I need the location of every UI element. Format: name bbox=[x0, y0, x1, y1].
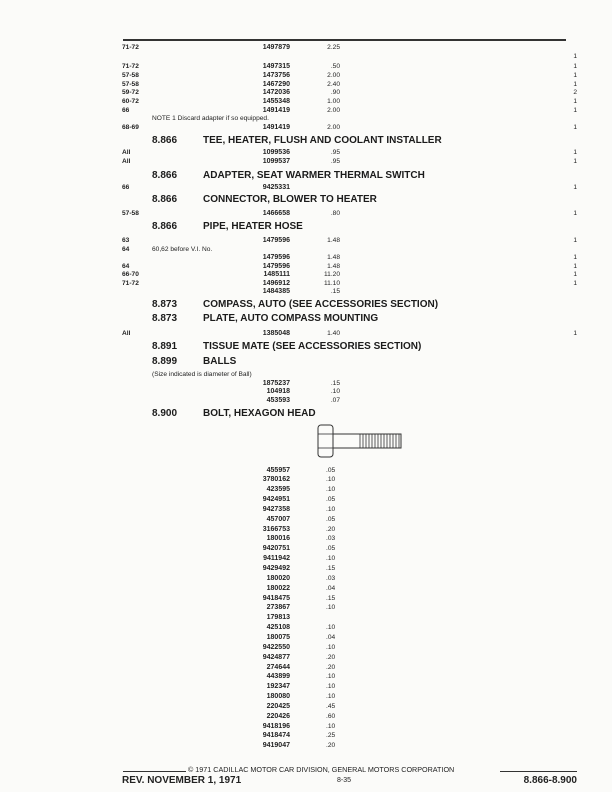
part-number: 273867 bbox=[266, 604, 290, 612]
part-row bbox=[0, 236, 612, 245]
bolt-row bbox=[0, 574, 612, 583]
note-row bbox=[0, 114, 612, 123]
group-number: 8.866 bbox=[152, 194, 178, 205]
quantity: 1 bbox=[573, 80, 577, 88]
part-number: 443899 bbox=[266, 673, 290, 681]
part-number: 180020 bbox=[266, 574, 290, 582]
part-number: 1496912 bbox=[262, 279, 290, 287]
bolt-row bbox=[0, 653, 612, 662]
model-year: 68-69 bbox=[122, 123, 139, 131]
note-text: (Size indicated is diameter of Ball) bbox=[152, 370, 252, 378]
part-number: 9429492 bbox=[262, 565, 290, 572]
price: 2.00 bbox=[327, 123, 340, 131]
part-number: 9427358 bbox=[262, 505, 290, 513]
price: .10 bbox=[326, 643, 336, 651]
bolt-row bbox=[0, 603, 612, 612]
price: .10 bbox=[326, 604, 336, 612]
part-number: 192347 bbox=[266, 683, 290, 691]
price: .05 bbox=[326, 515, 336, 523]
part-row bbox=[0, 71, 612, 80]
part-number: 455957 bbox=[266, 466, 290, 474]
bolt-row bbox=[0, 505, 612, 514]
price: .15 bbox=[330, 287, 340, 295]
bolt-row bbox=[0, 594, 612, 603]
price: .90 bbox=[330, 88, 340, 96]
price: 1.00 bbox=[327, 97, 340, 105]
price: .15 bbox=[326, 565, 336, 572]
part-row bbox=[0, 396, 612, 405]
bolt-row bbox=[0, 692, 612, 701]
part-number: 220425 bbox=[266, 702, 290, 710]
part-number: 1479596 bbox=[262, 236, 290, 244]
model-year: 60-72 bbox=[122, 97, 139, 105]
model-year: 57-58 bbox=[122, 80, 139, 88]
quantity: 1 bbox=[573, 270, 577, 278]
footer-rule-right bbox=[500, 771, 577, 772]
model-year: 57-58 bbox=[122, 71, 139, 79]
bolt-row bbox=[0, 515, 612, 524]
price: .05 bbox=[326, 466, 336, 474]
bolt-row bbox=[0, 702, 612, 711]
section-title: COMPASS, AUTO (SEE ACCESSORIES SECTION) bbox=[203, 299, 439, 310]
model-year: 66 bbox=[122, 183, 130, 191]
quantity: 1 bbox=[573, 148, 577, 156]
bolt-row bbox=[0, 672, 612, 681]
part-number: 180022 bbox=[266, 584, 290, 592]
bolt-row bbox=[0, 722, 612, 731]
bolt-row bbox=[0, 712, 612, 721]
part-number: 1472036 bbox=[262, 88, 290, 96]
bolt-row bbox=[0, 643, 612, 652]
model-series: 60,62 before V.I. No. bbox=[152, 245, 213, 253]
part-number: 1467290 bbox=[262, 80, 290, 88]
bolt-row bbox=[0, 466, 612, 475]
part-number: 1466658 bbox=[262, 209, 290, 217]
part-number: 3166753 bbox=[262, 525, 290, 533]
part-number: 179813 bbox=[266, 614, 290, 622]
note-text: NOTE 1 Discard adapter if so equipped. bbox=[152, 114, 269, 122]
price: .03 bbox=[326, 574, 336, 582]
price: 2.40 bbox=[327, 80, 340, 88]
quantity: 1 bbox=[573, 262, 577, 270]
part-row bbox=[0, 287, 612, 296]
price: .05 bbox=[326, 496, 336, 504]
section-title: BALLS bbox=[203, 356, 237, 367]
model-year: 64 bbox=[122, 262, 130, 270]
price: .05 bbox=[326, 545, 336, 553]
page-number: 8-35 bbox=[337, 777, 352, 784]
model-year: 71-72 bbox=[122, 279, 139, 287]
price: .10 bbox=[326, 673, 336, 681]
part-number: 9424877 bbox=[262, 653, 290, 661]
part-number: 180075 bbox=[266, 633, 290, 641]
part-row bbox=[0, 123, 612, 132]
price: .10 bbox=[326, 476, 336, 484]
part-number: 1099536 bbox=[262, 148, 290, 156]
price: .04 bbox=[326, 584, 336, 592]
section-title: TEE, HEATER, FLUSH AND COOLANT INSTALLER bbox=[203, 135, 442, 146]
price: .80 bbox=[330, 209, 340, 217]
part-row bbox=[0, 183, 612, 192]
price: .03 bbox=[326, 535, 336, 543]
price: .10 bbox=[326, 722, 336, 730]
bolt-row bbox=[0, 584, 612, 593]
part-row bbox=[0, 209, 612, 218]
note-row bbox=[0, 52, 612, 61]
price: .04 bbox=[326, 633, 336, 641]
price: 1.48 bbox=[327, 262, 340, 270]
part-number: 9424951 bbox=[262, 496, 290, 504]
group-number: 8.900 bbox=[152, 408, 178, 419]
bolt-row bbox=[0, 525, 612, 534]
model-year: All bbox=[122, 148, 131, 156]
model-year: 59-72 bbox=[122, 88, 139, 96]
bolt-row bbox=[0, 534, 612, 543]
model-year: All bbox=[122, 157, 131, 165]
price: .10 bbox=[330, 387, 340, 395]
part-row bbox=[0, 157, 612, 166]
price: .20 bbox=[326, 663, 336, 671]
price: 2.00 bbox=[327, 106, 340, 114]
price: .95 bbox=[330, 157, 340, 165]
price: .10 bbox=[326, 624, 336, 632]
section-title: CONNECTOR, BLOWER TO HEATER bbox=[203, 194, 377, 205]
part-number: 9425331 bbox=[262, 183, 290, 191]
quantity: 1 bbox=[573, 157, 577, 165]
price: .10 bbox=[326, 693, 336, 701]
quantity: 1 bbox=[573, 52, 577, 60]
hex-bolt-illustration bbox=[310, 422, 410, 462]
model-year: 57-58 bbox=[122, 209, 139, 217]
group-number: 8.866 bbox=[152, 221, 178, 232]
part-number: 1497879 bbox=[262, 43, 290, 51]
part-number: 453593 bbox=[266, 396, 290, 404]
part-number: 180016 bbox=[266, 535, 290, 543]
bolt-row bbox=[0, 731, 612, 740]
model-year: 71-72 bbox=[122, 62, 139, 70]
part-number: 9419047 bbox=[262, 742, 290, 750]
part-number: 425108 bbox=[266, 624, 290, 632]
part-number: 1491419 bbox=[262, 106, 290, 114]
part-number: 274644 bbox=[266, 663, 290, 671]
part-number: 1491419 bbox=[262, 123, 290, 131]
part-number: 1485111 bbox=[263, 270, 290, 278]
price: 11.20 bbox=[323, 270, 340, 278]
part-number: 1479596 bbox=[262, 262, 290, 270]
part-number: 457007 bbox=[266, 515, 290, 523]
part-number: 1473756 bbox=[262, 71, 290, 79]
quantity: 1 bbox=[573, 236, 577, 244]
bolt-row bbox=[0, 682, 612, 691]
section-title: PLATE, AUTO COMPASS MOUNTING bbox=[203, 313, 379, 324]
quantity: 1 bbox=[573, 97, 577, 105]
group-number: 8.866 bbox=[152, 135, 178, 146]
part-number: 9418475 bbox=[262, 594, 290, 602]
model-year: 66 bbox=[122, 106, 130, 114]
price: .15 bbox=[326, 594, 336, 602]
group-range: 8.866-8.900 bbox=[523, 775, 577, 786]
quantity: 1 bbox=[573, 209, 577, 217]
section-title: BOLT, HEXAGON HEAD bbox=[203, 408, 316, 419]
bolt-row bbox=[0, 564, 612, 573]
part-row bbox=[0, 97, 612, 106]
part-number: 1099537 bbox=[262, 157, 290, 165]
part-number: 220426 bbox=[266, 712, 290, 720]
price: 1.48 bbox=[327, 236, 340, 244]
part-number: 1385048 bbox=[262, 329, 290, 337]
part-number: 104918 bbox=[266, 387, 290, 395]
price: .07 bbox=[330, 396, 340, 404]
price: .10 bbox=[326, 486, 336, 494]
price: .20 bbox=[326, 742, 336, 750]
price: .15 bbox=[330, 379, 340, 387]
bolt-row bbox=[0, 485, 612, 494]
top-rule bbox=[123, 39, 566, 41]
quantity: 1 bbox=[573, 71, 577, 79]
part-row bbox=[0, 62, 612, 71]
bolt-row bbox=[0, 633, 612, 642]
group-number: 8.873 bbox=[152, 299, 178, 310]
part-row bbox=[0, 43, 612, 52]
part-number: 423595 bbox=[266, 486, 290, 494]
bolt-row bbox=[0, 623, 612, 632]
model-year: 71-72 bbox=[122, 43, 139, 51]
price: .60 bbox=[326, 712, 336, 720]
part-row bbox=[0, 148, 612, 157]
part-number: 1497315 bbox=[262, 62, 290, 70]
price: .10 bbox=[326, 555, 336, 563]
part-row bbox=[0, 253, 612, 262]
part-number: 9418474 bbox=[262, 732, 290, 740]
part-number: 9411942 bbox=[263, 555, 290, 563]
quantity: 1 bbox=[573, 62, 577, 70]
bolt-row bbox=[0, 495, 612, 504]
bolt-row bbox=[0, 613, 612, 622]
bolt-row bbox=[0, 741, 612, 750]
model-year: 64 bbox=[122, 245, 130, 253]
price: .20 bbox=[326, 525, 336, 533]
section-title: ADAPTER, SEAT WARMER THERMAL SWITCH bbox=[203, 170, 425, 181]
section-title: PIPE, HEATER HOSE bbox=[203, 221, 303, 232]
quantity: 1 bbox=[573, 329, 577, 337]
price: .95 bbox=[330, 148, 340, 156]
part-row bbox=[0, 329, 612, 338]
part-number: 9422550 bbox=[262, 643, 290, 651]
quantity: 1 bbox=[573, 279, 577, 287]
footer-rule-left bbox=[123, 771, 186, 772]
group-number: 8.899 bbox=[152, 356, 178, 367]
quantity: 1 bbox=[573, 183, 577, 191]
quantity: 1 bbox=[573, 106, 577, 114]
quantity: 1 bbox=[573, 123, 577, 131]
price: 11.10 bbox=[323, 279, 340, 287]
part-number: 1875237 bbox=[262, 379, 290, 387]
bolt-row bbox=[0, 663, 612, 672]
part-number: 9420751 bbox=[262, 545, 290, 553]
note-row bbox=[0, 370, 612, 379]
part-row bbox=[0, 270, 612, 279]
copyright-notice: © 1971 CADILLAC MOTOR CAR DIVISION, GENERAL MOTORS CORPORATION bbox=[188, 765, 455, 774]
price: .10 bbox=[326, 683, 336, 691]
price: 2.00 bbox=[327, 71, 340, 79]
bolt-row bbox=[0, 544, 612, 553]
price: .10 bbox=[326, 505, 336, 513]
section-title: TISSUE MATE (SEE ACCESSORIES SECTION) bbox=[203, 341, 422, 352]
part-row bbox=[0, 88, 612, 97]
quantity: 2 bbox=[573, 88, 577, 96]
part-row bbox=[0, 387, 612, 396]
price: 1.40 bbox=[327, 329, 340, 337]
group-number: 8.891 bbox=[152, 341, 178, 352]
group-number: 8.866 bbox=[152, 170, 178, 181]
part-number: 1479596 bbox=[262, 253, 290, 261]
price: .20 bbox=[326, 653, 336, 661]
price: .45 bbox=[326, 702, 336, 710]
model-year: 63 bbox=[122, 236, 130, 244]
bolt-row bbox=[0, 554, 612, 563]
part-number: 3780162 bbox=[262, 476, 290, 484]
part-number: 9418196 bbox=[262, 722, 290, 730]
part-number: 1455348 bbox=[262, 97, 290, 105]
bolt-row bbox=[0, 475, 612, 484]
revision-date: REV. NOVEMBER 1, 1971 bbox=[122, 775, 242, 786]
quantity: 1 bbox=[573, 253, 577, 261]
price: 1.48 bbox=[327, 253, 340, 261]
part-number: 1484385 bbox=[262, 287, 290, 295]
model-year: 66-70 bbox=[122, 270, 139, 278]
price: 2.25 bbox=[327, 43, 340, 51]
price: .25 bbox=[326, 732, 336, 740]
model-year: All bbox=[122, 329, 131, 337]
part-number: 180080 bbox=[266, 693, 290, 701]
price: .50 bbox=[330, 62, 340, 70]
group-number: 8.873 bbox=[152, 313, 178, 324]
